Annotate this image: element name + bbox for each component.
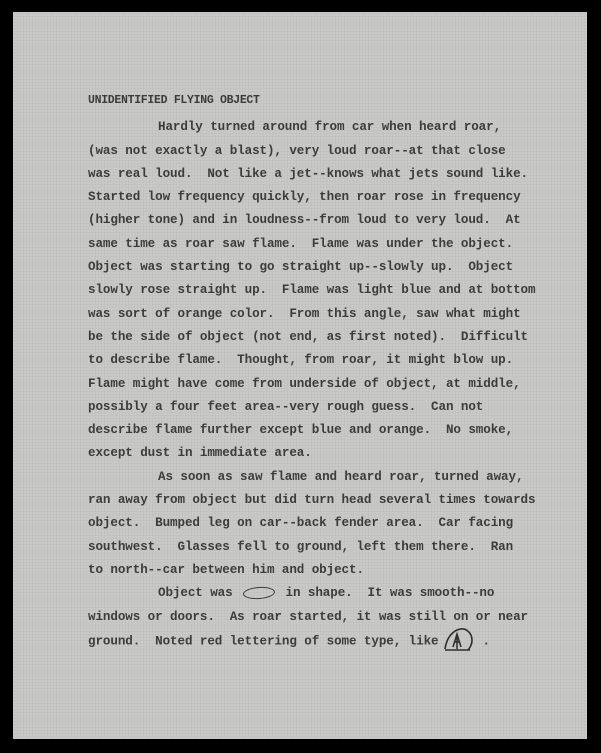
text-line: to describe flame. Thought, from roar, it might blow up. bbox=[88, 353, 514, 368]
text-line: Started low frequency quickly, then roar rose in frequency bbox=[88, 190, 521, 205]
paragraph-1 bbox=[88, 116, 548, 465]
text-line bbox=[88, 582, 548, 605]
text-line: except dust in immediate area. bbox=[88, 446, 312, 461]
text-fragment: in shape. It was smooth--no bbox=[285, 586, 495, 601]
text-line: was sort of orange color. From this angle, saw what might bbox=[88, 306, 521, 321]
text-line: Flame might have come from underside of object, at middle, bbox=[88, 376, 521, 391]
text-line: southwest. Glasses fell to ground, left them there. Ran bbox=[88, 539, 514, 554]
text-fragment: ground. Noted red lettering of some type, like bbox=[88, 634, 439, 649]
document-body bbox=[88, 89, 548, 652]
text-fragment: . bbox=[482, 634, 490, 649]
text-line: to north--car between him and object. bbox=[88, 562, 364, 577]
paragraph-3 bbox=[88, 582, 548, 652]
text-line: same time as roar saw flame. Flame was under the object. bbox=[88, 236, 514, 251]
text-line: Hardly turned around from car when heard roar, bbox=[158, 120, 502, 135]
document-heading: UNIDENTIFIED FLYING OBJECT bbox=[88, 94, 260, 107]
text-line: (was not exactly a blast), very loud roar--at that close bbox=[88, 143, 506, 158]
text-line: possibly a four feet area--very rough guess. Can not bbox=[88, 399, 484, 414]
text-fragment: Object was bbox=[158, 586, 233, 601]
paragraph-2 bbox=[88, 466, 548, 582]
text-line bbox=[88, 629, 548, 652]
text-line: ran away from object but did turn head several times towards bbox=[88, 493, 536, 508]
text-line: slowly rose straight up. Flame was light blue and at bottom bbox=[88, 283, 536, 298]
document-page bbox=[13, 12, 587, 739]
text-line: describe flame further except blue and orange. No smoke, bbox=[88, 423, 514, 438]
text-line: (higher tone) and in loudness--from loud to very loud. At bbox=[88, 213, 521, 228]
text-line: Object was starting to go straight up--slowly up. Object bbox=[88, 260, 514, 275]
text-line: object. Bumped leg on car--back fender area. Car facing bbox=[88, 516, 514, 531]
text-line: As soon as saw flame and heard roar, turned away, bbox=[158, 469, 524, 484]
text-line: be the side of object (not end, as first noted). Difficult bbox=[88, 329, 528, 344]
text-line: was real loud. Not like a jet--knows what jets sound like. bbox=[88, 166, 528, 181]
text-line: windows or doors. As roar started, it was still on or near bbox=[88, 609, 528, 624]
insignia-sketch bbox=[441, 629, 477, 653]
oval-shape-sketch bbox=[243, 586, 276, 600]
